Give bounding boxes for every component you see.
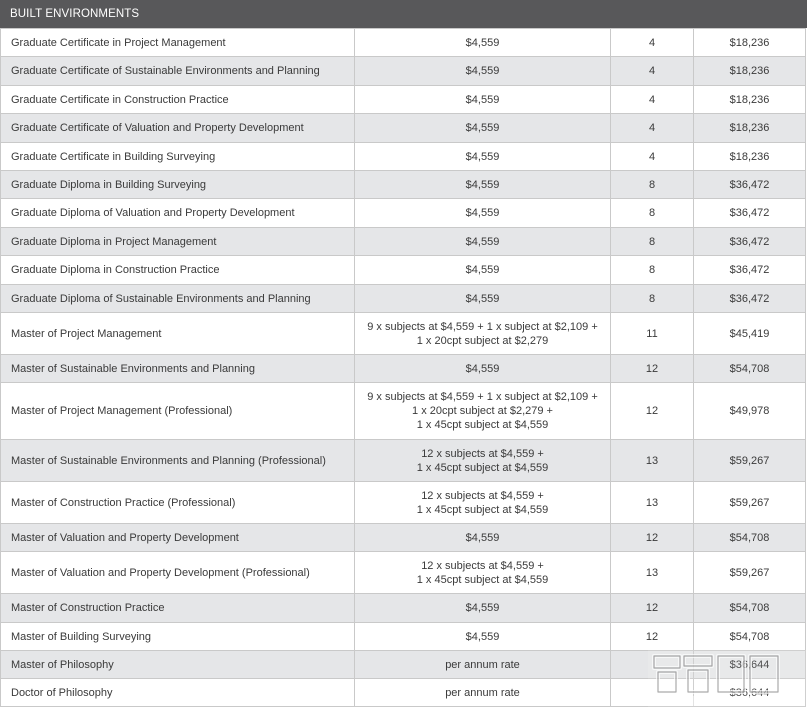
subject-rate	[355, 86, 611, 114]
total-fee: $54,708	[694, 623, 806, 651]
subject-count: 13	[611, 440, 694, 482]
course-name: Graduate Diploma of Valuation and Property Development	[1, 199, 355, 228]
subject-count: 12	[611, 524, 694, 552]
course-name: Graduate Certificate in Construction Practice	[1, 86, 355, 114]
total-fee: $54,708	[694, 355, 806, 383]
subject-rate	[355, 256, 611, 285]
subject-rate-line: $4,559	[465, 531, 500, 544]
table-row	[1, 355, 806, 383]
subject-count: 8	[611, 171, 694, 199]
course-name: Graduate Certificate of Valuation and Property Development	[1, 114, 355, 143]
subject-rate	[355, 482, 611, 524]
subject-rate-line: 1 x 45cpt subject at $4,559	[416, 419, 549, 431]
subject-count: 12	[611, 383, 694, 440]
subject-rate-line: $4,559	[465, 630, 500, 643]
total-fee: $36,472	[694, 199, 806, 228]
subject-count: 13	[611, 482, 694, 524]
subject-rate	[355, 383, 611, 440]
total-fee: $36,644	[694, 679, 806, 707]
total-fee: $18,236	[694, 29, 806, 57]
table-row	[1, 594, 806, 623]
subject-rate-line: $4,559	[465, 292, 500, 305]
table-row	[1, 383, 806, 440]
table-row	[1, 651, 806, 679]
total-fee: $18,236	[694, 114, 806, 143]
table-row	[1, 440, 806, 482]
subject-rate	[355, 313, 611, 355]
subject-count: 11	[611, 313, 694, 355]
subject-rate-line: 1 x 45cpt subject at $4,559	[416, 461, 549, 474]
subject-rate	[355, 29, 611, 57]
subject-rate-line: 12 x subjects at $4,559 +	[421, 489, 544, 502]
subject-rate-line: 1 x 45cpt subject at $4,559	[416, 573, 549, 586]
subject-rate	[355, 143, 611, 171]
table-row	[1, 285, 806, 313]
subject-count: 4	[611, 114, 694, 143]
course-name: Master of Construction Practice	[1, 594, 355, 623]
subject-count: 12	[611, 623, 694, 651]
subject-count: 4	[611, 143, 694, 171]
section-title: BUILT ENVIRONMENTS	[10, 8, 140, 20]
subject-count: 8	[611, 285, 694, 313]
subject-rate-line: 1 x 45cpt subject at $4,559	[416, 503, 549, 516]
subject-count: 8	[611, 199, 694, 228]
total-fee: $49,978	[694, 383, 806, 440]
subject-rate	[355, 199, 611, 228]
course-name: Graduate Certificate in Project Management	[1, 29, 355, 57]
course-name: Master of Valuation and Property Development	[1, 524, 355, 552]
subject-rate-line: $4,559	[465, 178, 500, 191]
course-name: Master of Valuation and Property Development (Professional)	[1, 552, 355, 594]
course-name: Master of Project Management	[1, 313, 355, 355]
total-fee: $59,267	[694, 440, 806, 482]
table-row	[1, 199, 806, 228]
total-fee: $18,236	[694, 57, 806, 86]
table-row	[1, 57, 806, 86]
table-row	[1, 313, 806, 355]
table-row	[1, 623, 806, 651]
subject-rate	[355, 171, 611, 199]
course-name: Graduate Diploma of Sustainable Environments and Planning	[1, 285, 355, 313]
subject-rate-line: 1 x 20cpt subject at $2,279	[416, 334, 549, 347]
course-name: Master of Construction Practice (Professional)	[1, 482, 355, 524]
course-name: Graduate Diploma in Project Management	[1, 228, 355, 256]
subject-rate	[355, 623, 611, 651]
table-row	[1, 228, 806, 256]
table-row	[1, 524, 806, 552]
subject-rate-line: $4,559	[465, 122, 500, 134]
subject-count: 12	[611, 355, 694, 383]
subject-rate-line: $4,559	[465, 602, 500, 614]
subject-rate	[355, 524, 611, 552]
table-row	[1, 86, 806, 114]
subject-rate	[355, 355, 611, 383]
subject-count: 4	[611, 57, 694, 86]
subject-count: 8	[611, 228, 694, 256]
course-name: Master of Building Surveying	[1, 623, 355, 651]
total-fee: $59,267	[694, 482, 806, 524]
subject-rate-line: $4,559	[465, 207, 500, 219]
subject-count: 13	[611, 552, 694, 594]
course-name: Graduate Certificate of Sustainable Environments and Planning	[1, 57, 355, 86]
subject-count	[611, 651, 694, 679]
subject-rate	[355, 679, 611, 707]
course-name: Graduate Diploma in Building Surveying	[1, 171, 355, 199]
subject-rate-line: per annum rate	[445, 686, 520, 699]
table-row	[1, 143, 806, 171]
subject-rate-line: per annum rate	[445, 658, 520, 671]
course-name: Master of Sustainable Environments and Planning (Professional)	[1, 440, 355, 482]
total-fee: $36,472	[694, 228, 806, 256]
subject-rate-line: 12 x subjects at $4,559 +	[421, 559, 544, 572]
subject-rate-line: $4,559	[465, 36, 500, 49]
total-fee: $36,472	[694, 256, 806, 285]
fees-table-body	[1, 29, 806, 707]
subject-rate	[355, 594, 611, 623]
subject-rate-line: $4,559	[465, 235, 500, 248]
course-name: Doctor of Philosophy	[1, 679, 355, 707]
subject-rate	[355, 57, 611, 86]
course-name: Graduate Certificate in Building Surveying	[1, 143, 355, 171]
course-name: Master of Sustainable Environments and Planning	[1, 355, 355, 383]
total-fee: $54,708	[694, 524, 806, 552]
total-fee: $59,267	[694, 552, 806, 594]
subject-rate	[355, 114, 611, 143]
total-fee: $36,472	[694, 285, 806, 313]
subject-rate	[355, 552, 611, 594]
subject-rate-line: 9 x subjects at $4,559 + 1 x subject at $2,109 +	[367, 320, 598, 333]
total-fee: $45,419	[694, 313, 806, 355]
fees-table	[0, 28, 806, 707]
table-row	[1, 29, 806, 57]
total-fee: $36,644	[694, 651, 806, 679]
subject-rate	[355, 228, 611, 256]
total-fee: $18,236	[694, 86, 806, 114]
table-row	[1, 114, 806, 143]
course-name: Graduate Diploma in Construction Practice	[1, 256, 355, 285]
table-row	[1, 171, 806, 199]
total-fee: $54,708	[694, 594, 806, 623]
subject-rate-line: 12 x subjects at $4,559 +	[421, 447, 544, 460]
subject-rate-line: $4,559	[465, 362, 500, 375]
total-fee: $18,236	[694, 143, 806, 171]
subject-count: 8	[611, 256, 694, 285]
subject-rate-line: 1 x 20cpt subject at $2,279 +	[412, 405, 553, 417]
subject-rate-line: $4,559	[465, 264, 500, 276]
subject-count: 4	[611, 29, 694, 57]
table-row	[1, 482, 806, 524]
subject-count	[611, 679, 694, 707]
subject-rate-line: $4,559	[465, 65, 500, 77]
subject-rate	[355, 440, 611, 482]
subject-count: 4	[611, 86, 694, 114]
subject-rate	[355, 651, 611, 679]
course-name: Master of Philosophy	[1, 651, 355, 679]
section-header	[0, 0, 807, 28]
course-name: Master of Project Management (Professional)	[1, 383, 355, 440]
subject-rate-line: $4,559	[465, 150, 500, 163]
subject-count: 12	[611, 594, 694, 623]
subject-rate-line: 9 x subjects at $4,559 + 1 x subject at $2,109 +	[367, 391, 598, 403]
table-row	[1, 256, 806, 285]
total-fee: $36,472	[694, 171, 806, 199]
subject-rate	[355, 285, 611, 313]
table-row	[1, 679, 806, 707]
table-row	[1, 552, 806, 594]
subject-rate-line: $4,559	[465, 93, 500, 106]
